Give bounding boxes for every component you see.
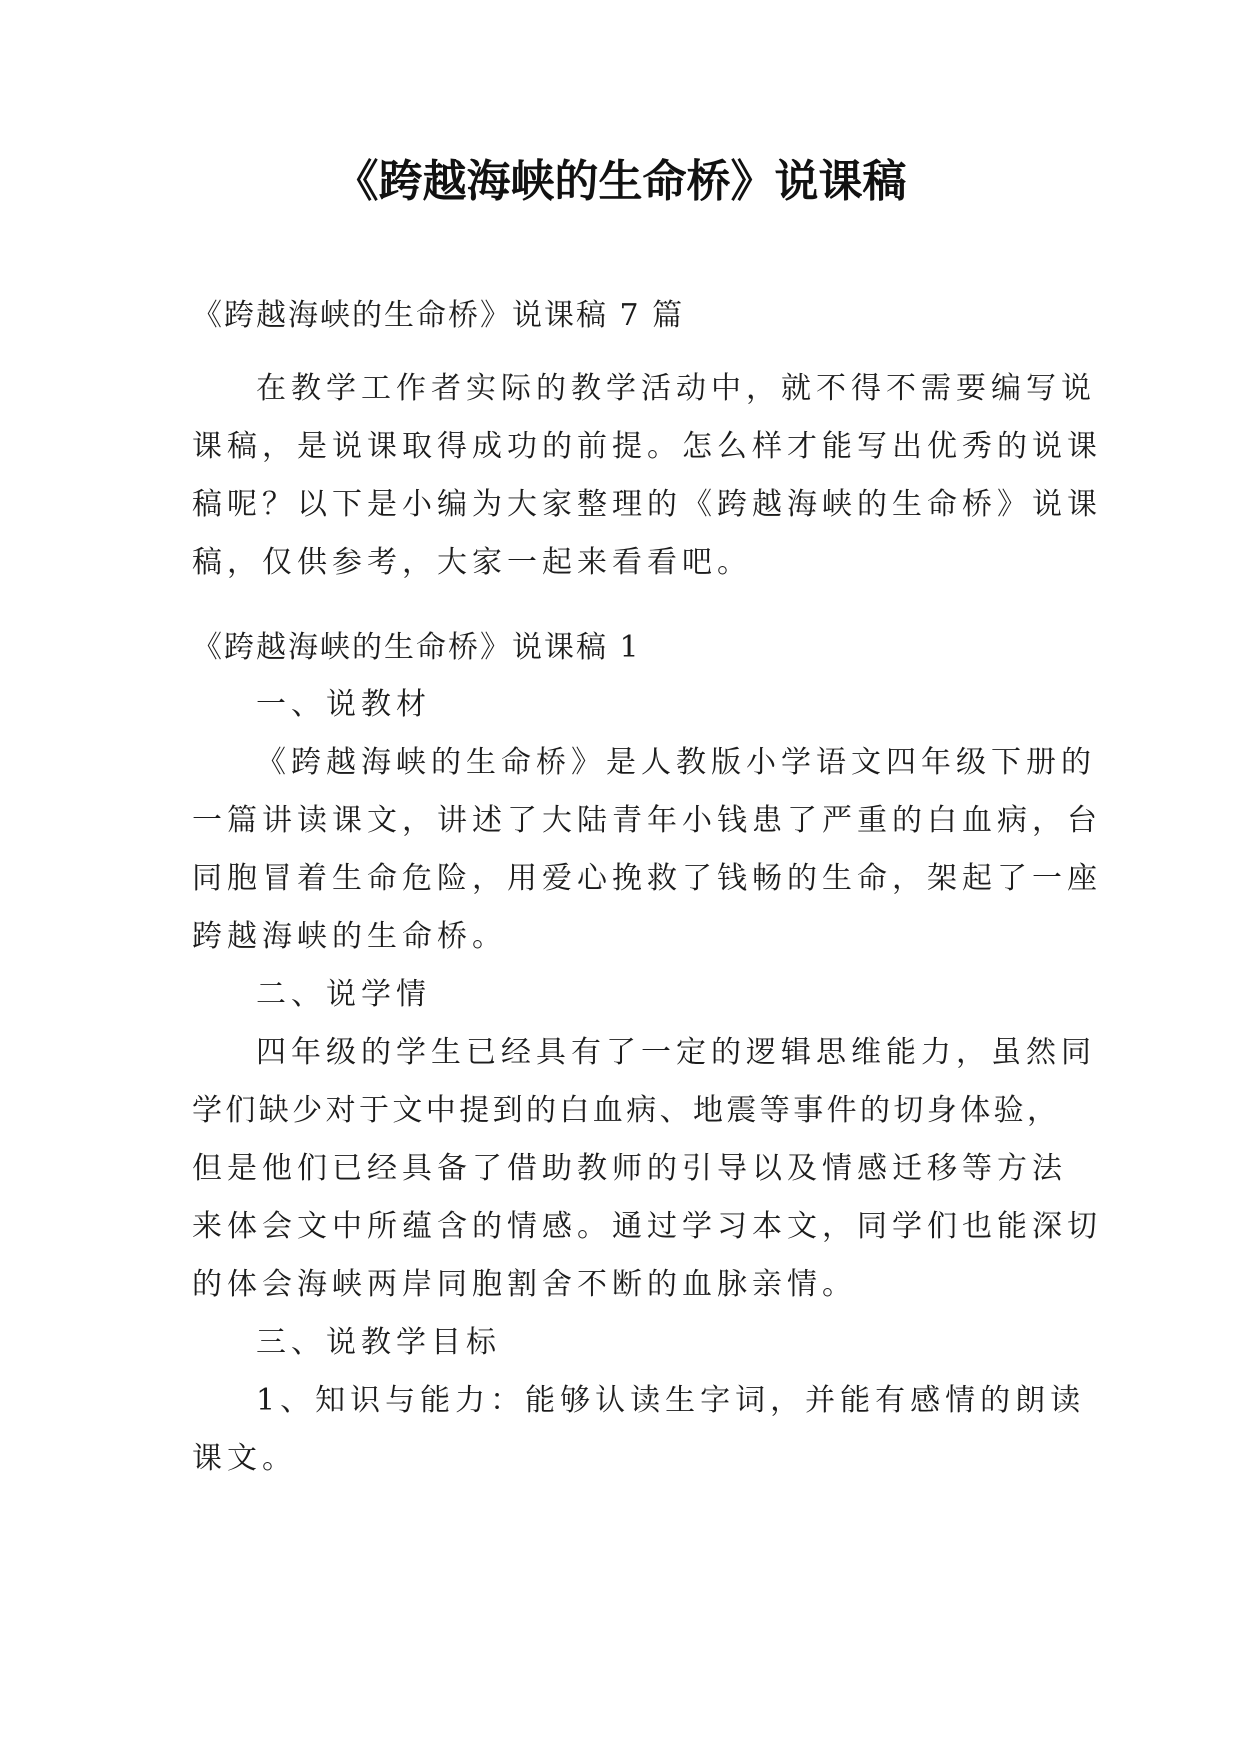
intro-paragraph: [192, 360, 1102, 592]
intro-line: 稿呢？以下是小编为大家整理的《跨越海峡的生命桥》说课: [192, 487, 1102, 522]
section-heading: 三、说教学目标: [256, 1325, 501, 1360]
intro-line: 课稿，是说课取得成功的前提。怎么样才能写出优秀的说课: [192, 429, 1102, 464]
paragraph-line: 课文。: [192, 1441, 297, 1476]
paragraph-teaching-goals: [192, 1372, 1086, 1488]
paragraph-line: 同胞冒着生命危险，用爱心挽救了钱畅的生命，架起了一座: [192, 861, 1102, 896]
paragraph-line: 的体会海峡两岸同胞割舍不断的血脉亲情。: [192, 1267, 857, 1302]
paragraph-line: 四年级的学生已经具有了一定的逻辑思维能力，虽然同: [256, 1035, 1096, 1070]
paragraph-line: 1、知识与能力：能够认读生字词，并能有感情的朗读: [256, 1383, 1086, 1418]
heading-teaching-goals: [192, 1314, 1052, 1372]
paragraph-line: 《跨越海峡的生命桥》是人教版小学语文四年级下册的: [256, 745, 1096, 780]
section-title: 《跨越海峡的生命桥》说课稿 1: [192, 630, 641, 665]
paragraph-line: 但是他们已经具备了借助教师的引导以及情感迁移等方法: [192, 1151, 1067, 1186]
section-heading: 一、说教材: [256, 687, 431, 722]
heading-student-analysis: [192, 966, 1052, 1024]
document-title: 《跨越海峡的生命桥》说课稿: [334, 156, 907, 207]
paragraph-teaching-material: [192, 734, 1102, 966]
paragraph-line: 学们缺少对于文中提到的白血病、地震等事件的切身体验，: [192, 1093, 1061, 1128]
paragraph-line: 跨越海峡的生命桥。: [192, 919, 507, 954]
intro-line: 在教学工作者实际的教学活动中，就不得不需要编写说: [256, 371, 1096, 406]
paragraph-student-analysis: [192, 1024, 1102, 1314]
paragraph-line: 一篇讲读课文，讲述了大陆青年小钱患了严重的白血病，台: [192, 803, 1102, 838]
intro-line: 稿，仅供参考，大家一起来看看吧。: [192, 545, 752, 580]
section-heading: 二、说学情: [256, 977, 431, 1012]
heading-teaching-material: [192, 676, 1052, 734]
document-subtitle: 《跨越海峡的生命桥》说课稿 7 篇: [192, 298, 685, 333]
paragraph-line: 来体会文中所蕴含的情感。通过学习本文，同学们也能深切: [192, 1209, 1102, 1244]
